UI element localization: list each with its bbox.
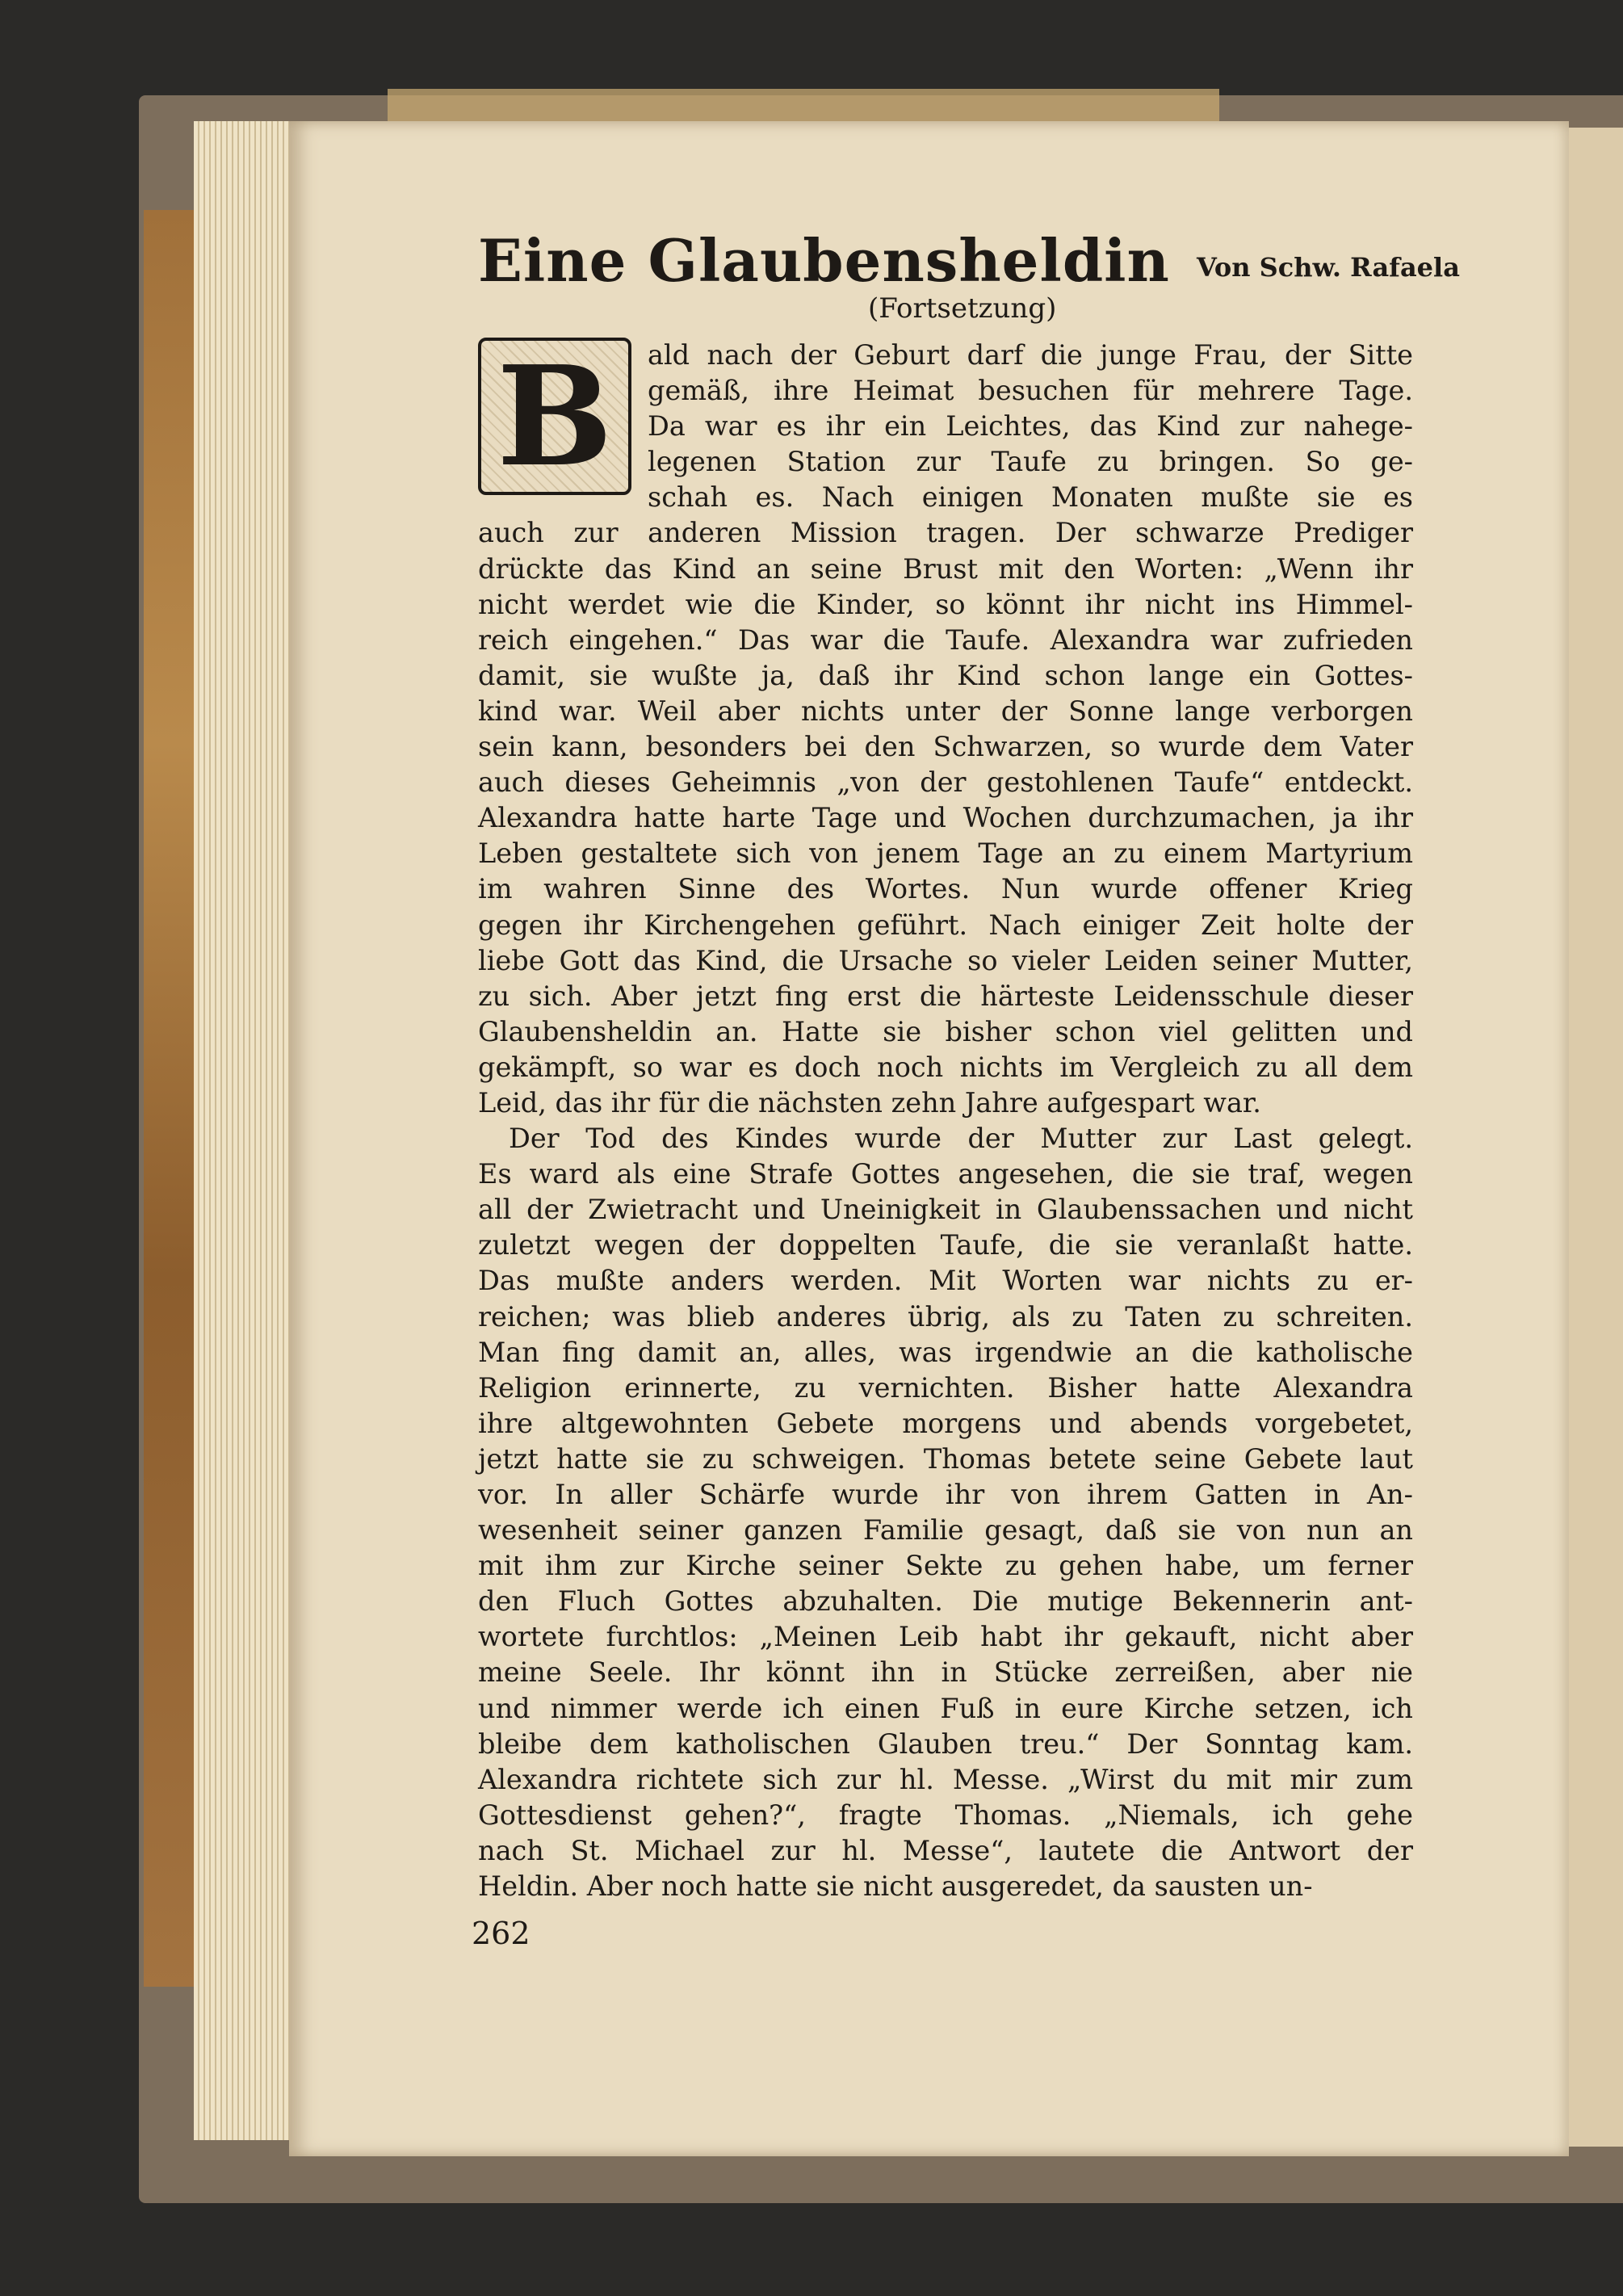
book-cover-top-edge bbox=[388, 89, 1219, 121]
text-line: sein kann, besonders bei den Schwarzen, so wurde dem Vater bbox=[478, 731, 1413, 763]
page-edges bbox=[194, 121, 295, 2140]
text-line: jetzt hatte sie zu schweigen. Thomas betete seine Gebete laut bbox=[478, 1442, 1413, 1475]
text-line: damit, sie wußte ja, daß ihr Kind schon lange ein Gottes- bbox=[478, 659, 1413, 691]
text-line: Religion erinnerte, zu vernichten. Bisher hatte Alexandra bbox=[478, 1371, 1413, 1404]
text-line: gekämpft, so war es doch noch nichts im Vergleich zu all dem bbox=[478, 1051, 1413, 1083]
text-line: Der Tod des Kindes wurde der Mutter zur Last gelegt. bbox=[509, 1123, 1413, 1155]
text-line: schah es. Nach einigen Monaten mußte sie es bbox=[648, 481, 1413, 514]
text-line: kind war. Weil aber nichts unter der Sonne lange verborgen bbox=[478, 695, 1413, 727]
text-line: nicht werdet wie die Kinder, so könnt ihr nicht ins Himmel- bbox=[478, 588, 1413, 620]
text-line: und nimmer werde ich einen Fuß in eure Kirche setzen, ich bbox=[478, 1692, 1413, 1724]
text-line: wesenheit seiner ganzen Familie gesagt, daß sie von nun an bbox=[478, 1514, 1413, 1547]
text-line: zuletzt wegen der doppelten Taufe, die sie veranlaßt hatte. bbox=[478, 1229, 1413, 1261]
text-line: zu sich. Aber jetzt fing erst die härteste Leidensschule dieser bbox=[478, 980, 1413, 1012]
text-line: im wahren Sinne des Wortes. Nun wurde offener Krieg bbox=[478, 873, 1413, 905]
article-author: Von Schw. Rafaela bbox=[1197, 252, 1460, 283]
facing-page-edge bbox=[1569, 128, 1623, 2147]
text-line: nach St. Michael zur hl. Messe“, lautete die Antwort der bbox=[478, 1834, 1413, 1866]
article-subtitle: (Fortsetzung) bbox=[868, 292, 1057, 325]
text-line: Leben gestaltete sich von jenem Tage an zu einem Martyrium bbox=[478, 837, 1413, 870]
text-line: Das mußte anders werden. Mit Worten war nichts zu er- bbox=[478, 1265, 1413, 1297]
text-line: all der Zwietracht und Uneinigkeit in Glaubenssachen und nicht bbox=[478, 1194, 1413, 1226]
text-line: reichen; was blieb anderes übrig, als zu Taten zu schreiten. bbox=[478, 1300, 1413, 1333]
text-line: liebe Gott das Kind, die Ursache so vieler Leiden seiner Mutter, bbox=[478, 944, 1413, 976]
text-line: drückte das Kind an seine Brust mit den Worten: „Wenn ihr bbox=[478, 552, 1413, 585]
page-number: 262 bbox=[472, 1916, 531, 1951]
text-line: meine Seele. Ihr könnt ihn in Stücke zerreißen, aber nie bbox=[478, 1656, 1413, 1689]
text-line: ald nach der Geburt darf die junge Frau, der Sitte bbox=[648, 339, 1413, 371]
article-body bbox=[478, 335, 1413, 1904]
text-line: auch dieses Geheimnis „von der gestohlenen Taufe“ entdeckt. bbox=[478, 766, 1413, 799]
text-line: Man fing damit an, alles, was irgendwie an die katholische bbox=[478, 1336, 1413, 1368]
text-line: gemäß, ihre Heimat besuchen für mehrere Tage. bbox=[648, 375, 1413, 407]
text-line: ihre altgewohnten Gebete morgens und abends vorgebetet, bbox=[478, 1407, 1413, 1439]
text-line: den Fluch Gottes abzuhalten. Die mutige Bekennerin ant- bbox=[478, 1585, 1413, 1618]
text-line: Leid, das ihr für die nächsten zehn Jahre aufgespart war. bbox=[478, 1086, 1261, 1119]
text-line: gegen ihr Kirchengehen geführt. Nach einiger Zeit holte der bbox=[478, 909, 1413, 941]
text-line: auch zur anderen Mission tragen. Der schwarze Prediger bbox=[478, 517, 1413, 549]
text-line: vor. In aller Schärfe wurde ihr von ihrem Gatten in An- bbox=[478, 1479, 1413, 1510]
text-line: Glaubensheldin an. Hatte sie bisher schon viel gelitten und bbox=[478, 1015, 1413, 1047]
text-line: reich eingehen.“ Das war die Taufe. Alexandra war zufrieden bbox=[478, 623, 1413, 656]
text-line: Alexandra hatte harte Tage und Wochen durchzumachen, ja ihr bbox=[478, 802, 1413, 834]
text-line: Es ward als eine Strafe Gottes angesehen, die sie traf, wegen bbox=[478, 1158, 1413, 1190]
text-line: Gottesdienst gehen?“, fragte Thomas. „Niemals, ich gehe bbox=[478, 1799, 1413, 1831]
text-line: legenen Station zur Taufe zu bringen. So ge- bbox=[648, 446, 1413, 478]
text-line: bleibe dem katholischen Glauben treu.“ Der Sonntag kam. bbox=[478, 1727, 1413, 1760]
drop-cap-letter: B bbox=[497, 335, 613, 497]
text-line: mit ihm zur Kirche seiner Sekte zu gehen habe, um ferner bbox=[478, 1550, 1413, 1582]
text-line: Heldin. Aber noch hatte sie nicht ausgeredet, da sausten un- bbox=[478, 1870, 1313, 1903]
article-title: Eine Glaubensheldin bbox=[478, 226, 1170, 295]
text-line: wortete furchtlos: „Meinen Leib habt ihr gekauft, nicht aber bbox=[478, 1621, 1413, 1653]
text-line: Da war es ihr ein Leichtes, das Kind zur nahege- bbox=[648, 410, 1413, 443]
text-line: Alexandra richtete sich zur hl. Messe. „Wirst du mit mir zum bbox=[478, 1763, 1413, 1795]
